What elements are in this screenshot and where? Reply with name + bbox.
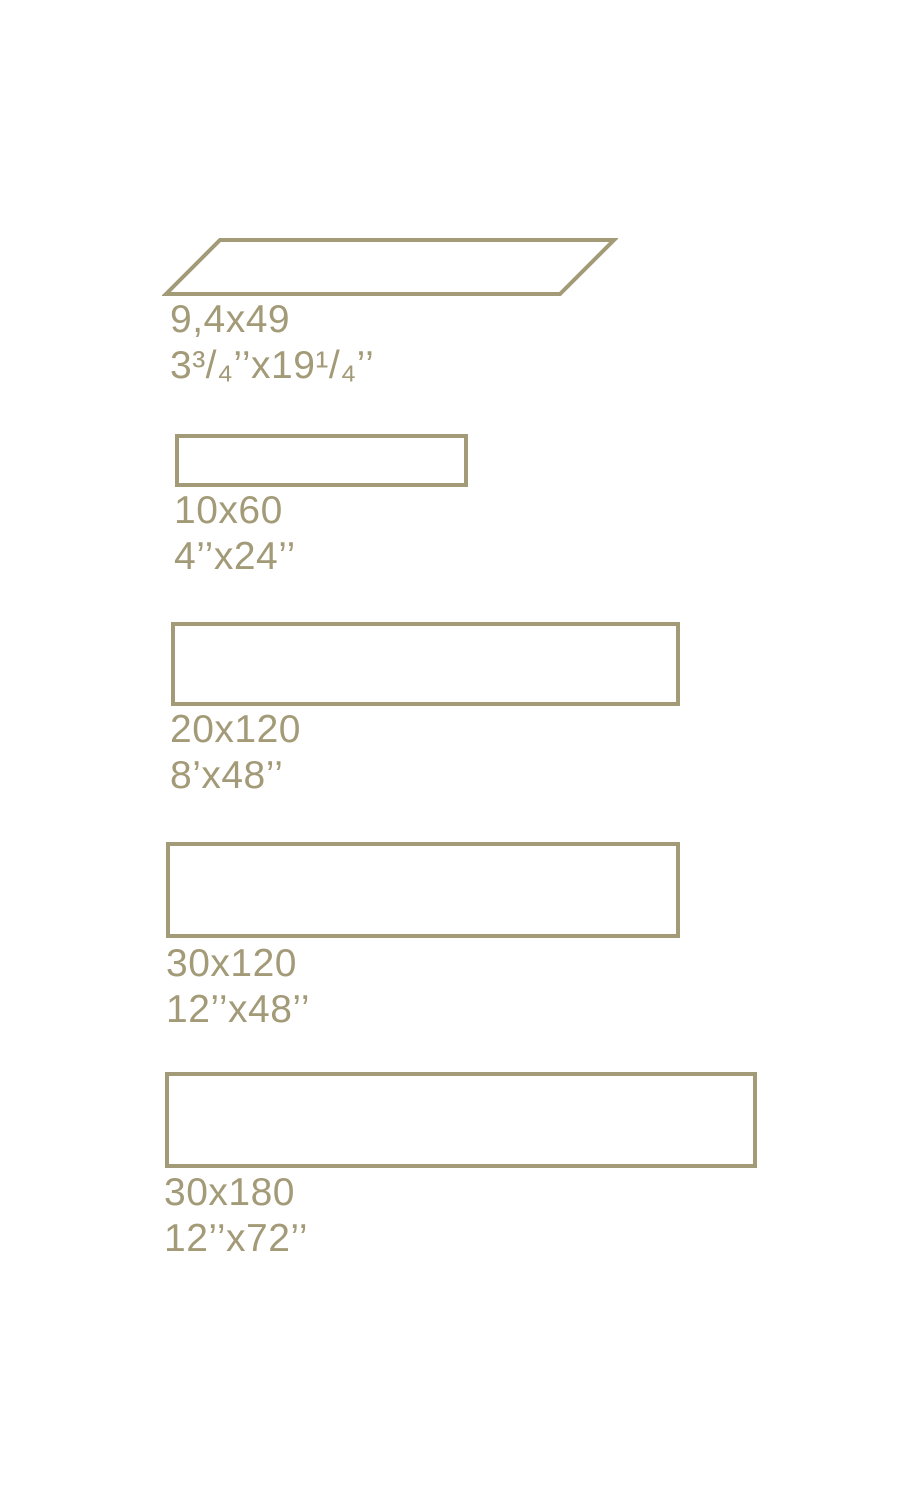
tile-outline-parallelogram-9-4x49: [162, 236, 618, 298]
size-label: [164, 1170, 308, 1262]
tile-outline-rect-10x60: [175, 434, 468, 487]
size-label: [170, 297, 374, 389]
size-imperial: 12’’x72’’: [164, 1217, 309, 1260]
parallelogram-outline: [166, 240, 614, 294]
size-metric: 20x120: [170, 708, 301, 751]
size-imperial: 4’’x24’’: [174, 535, 296, 578]
size-metric: 30x120: [166, 942, 297, 985]
size-metric: 30x180: [164, 1171, 295, 1214]
size-label: [166, 941, 310, 1033]
size-label: [170, 707, 301, 799]
tile-outline-rect-30x120: [166, 842, 680, 938]
size-metric: 9,4x49: [170, 298, 291, 341]
size-imperial: 3³/₄’’x19¹/₄’’: [170, 344, 375, 387]
tile-outline-rect-30x180: [165, 1072, 757, 1168]
size-imperial: 12’’x48’’: [166, 988, 311, 1031]
tile-outline-rect-20x120: [171, 622, 680, 706]
size-label: [174, 488, 296, 580]
size-imperial: 8’x48’’: [170, 754, 284, 797]
size-metric: 10x60: [174, 489, 283, 532]
